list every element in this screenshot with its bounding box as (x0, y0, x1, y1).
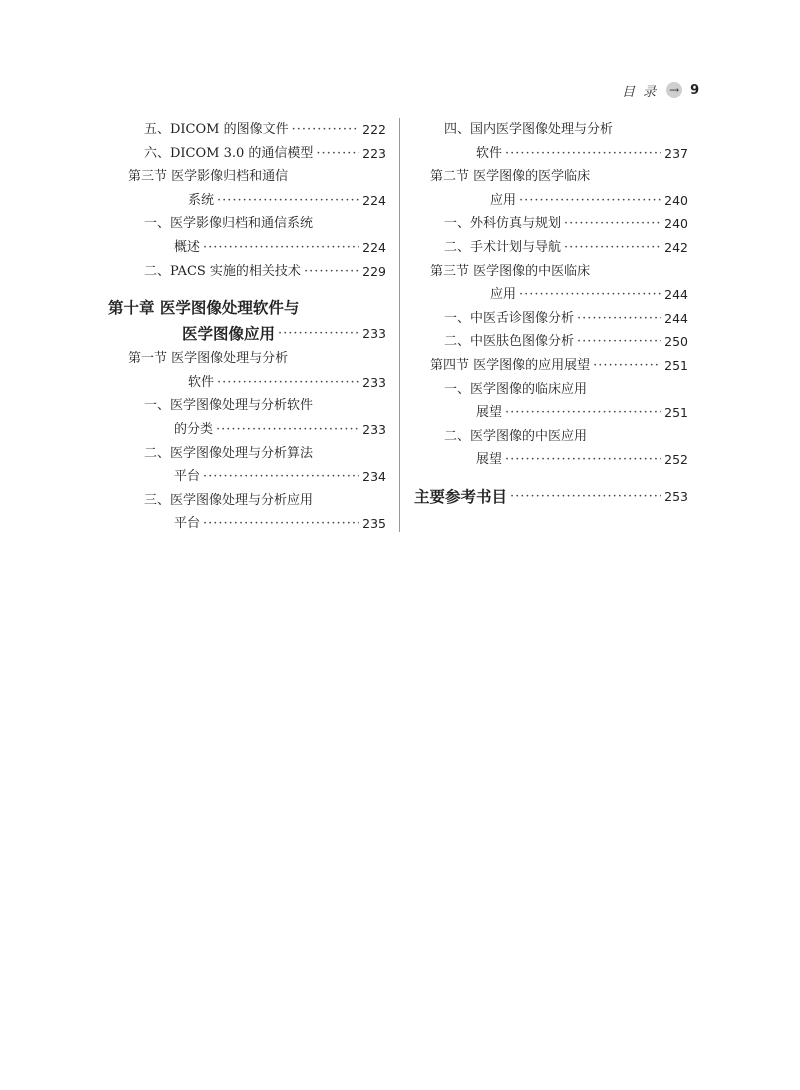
toc-entry-page: 244 (664, 287, 688, 303)
toc-entry-page: 253 (664, 488, 688, 504)
toc-entry[interactable] (414, 401, 688, 425)
toc-entry[interactable] (108, 394, 386, 418)
toc-entry-title: 第十章 医学图像处理软件与 (108, 299, 300, 318)
leader-dots (505, 448, 661, 472)
toc-column-right (414, 118, 688, 510)
toc-chapter-entry[interactable] (414, 484, 688, 510)
toc-entry[interactable] (108, 142, 386, 166)
toc-entry-title: 一、医学影像归档和通信系统 (144, 216, 314, 232)
toc-entry[interactable] (108, 465, 386, 489)
toc-entry-title: 二、手术计划与导航 (444, 239, 562, 255)
toc-entry-page: 234 (362, 469, 386, 485)
leader-dots (216, 418, 359, 442)
arrow-icon: → (666, 82, 682, 98)
leader-dots (203, 465, 359, 489)
toc-entry-title: 第一节 医学图像处理与分析 (128, 351, 289, 367)
toc-entry-page: 242 (664, 239, 688, 255)
toc-entry-page: 237 (664, 145, 688, 161)
toc-entry[interactable] (414, 330, 688, 354)
toc-entry-title: 二、PACS 实施的相关技术 (144, 263, 301, 279)
leader-dots (564, 212, 661, 236)
toc-entry[interactable] (414, 142, 688, 166)
leader-dots (577, 330, 661, 354)
toc-entry-title: 第二节 医学图像的医学临床 (430, 169, 591, 185)
leader-dots (203, 512, 359, 536)
toc-entry-title: 概述 (174, 239, 201, 255)
leader-dots (505, 401, 661, 425)
toc-entry[interactable] (108, 260, 386, 284)
toc-entry[interactable] (414, 165, 688, 189)
toc-entry-title: 第三节 医学图像的中医临床 (430, 263, 591, 279)
toc-entry-page: 235 (362, 516, 386, 532)
toc-entry-page: 240 (664, 192, 688, 208)
leader-dots (593, 354, 661, 378)
toc-entry-title: 第四节 医学图像的应用展望 (430, 357, 591, 373)
toc-entry[interactable] (414, 378, 688, 402)
toc-entry-title: 四、国内医学图像处理与分析 (444, 122, 614, 137)
toc-entry-title: 一、中医舌诊图像分析 (444, 310, 575, 326)
leader-dots (577, 307, 661, 331)
toc-entry[interactable] (108, 418, 386, 442)
toc-entry-title: 二、中医肤色图像分析 (444, 334, 575, 350)
toc-entry-page: 251 (664, 405, 688, 421)
leader-dots (304, 260, 359, 284)
toc-entry[interactable] (108, 189, 386, 213)
toc-entry-title: 二、医学图像的中医应用 (444, 428, 588, 444)
leader-dots (292, 118, 360, 142)
leader-dots (519, 283, 661, 307)
toc-entry[interactable] (414, 425, 688, 449)
toc-entry-page: 251 (664, 357, 688, 373)
toc-entry-page: 229 (362, 263, 386, 279)
toc-entry[interactable] (414, 260, 688, 284)
toc-entry[interactable] (414, 307, 688, 331)
toc-entry[interactable] (108, 118, 386, 142)
toc-entry-title: 主要参考书目 (414, 487, 508, 506)
toc-entry-title: 展望 (476, 452, 503, 468)
section-title: 目 录 (622, 84, 659, 100)
leader-dots (564, 236, 661, 260)
leader-dots (519, 189, 661, 213)
toc-entry-title: 软件 (188, 374, 215, 390)
page-number: 9 (690, 82, 700, 98)
toc-entry-page: 244 (664, 310, 688, 326)
toc-entry-title: 平台 (174, 469, 201, 485)
toc-entry-page: 222 (362, 122, 386, 137)
toc-entry-title: 应用 (490, 192, 517, 208)
leader-dots (217, 371, 359, 395)
leader-dots (278, 321, 359, 347)
toc-entry-page: 223 (362, 145, 386, 161)
toc-entry-page: 240 (664, 216, 688, 232)
toc-entry[interactable] (414, 212, 688, 236)
toc-entry[interactable] (414, 283, 688, 307)
toc-chapter-entry[interactable] (108, 295, 386, 321)
toc-entry-page: 233 (362, 374, 386, 390)
toc-entry-title: 一、医学图像处理与分析软件 (144, 398, 314, 414)
column-divider (399, 118, 400, 532)
toc-entry-title: 平台 (174, 516, 201, 532)
toc-entry[interactable] (108, 371, 386, 395)
toc-entry-title: 五、DICOM 的图像文件 (144, 122, 289, 137)
toc-entry[interactable] (108, 512, 386, 536)
toc-entry-title: 一、医学图像的临床应用 (444, 381, 588, 397)
toc-entry[interactable] (108, 236, 386, 260)
leader-dots (505, 142, 661, 166)
toc-entry-page: 233 (362, 421, 386, 437)
toc-entry-page: 252 (664, 452, 688, 468)
leader-dots (316, 142, 359, 166)
toc-entry[interactable] (108, 347, 386, 371)
toc-entry-page: 224 (362, 239, 386, 255)
toc-entry-title: 展望 (476, 405, 503, 421)
spacer (108, 283, 386, 295)
toc-entry[interactable] (414, 448, 688, 472)
toc-entry[interactable] (414, 189, 688, 213)
toc-entry-title: 第三节 医学影像归档和通信 (128, 169, 289, 185)
toc-entry[interactable] (414, 236, 688, 260)
toc-entry-page: 233 (362, 326, 386, 342)
leader-dots (203, 236, 359, 260)
leader-dots (510, 484, 661, 510)
spacer (414, 472, 688, 484)
toc-entry-title: 的分类 (174, 421, 214, 437)
toc-entry-page: 250 (664, 334, 688, 350)
toc-entry[interactable] (414, 354, 688, 378)
toc-entry[interactable] (108, 212, 386, 236)
toc-entry[interactable] (108, 442, 386, 466)
toc-entry-page: 224 (362, 192, 386, 208)
toc-entry-title: 二、医学图像处理与分析算法 (144, 445, 314, 461)
toc-entry-title: 应用 (490, 287, 517, 303)
leader-dots (217, 189, 359, 213)
toc-entry-title: 一、外科仿真与规划 (444, 216, 562, 232)
toc-chapter-entry[interactable] (108, 321, 386, 347)
toc-entry-title: 医学图像应用 (182, 325, 276, 344)
toc-entry-title: 三、医学图像处理与分析应用 (144, 492, 314, 508)
toc-entry-title: 软件 (476, 145, 503, 161)
toc-column-left (108, 118, 386, 536)
toc-entry-title: 六、DICOM 3.0 的通信模型 (144, 145, 314, 161)
toc-entry[interactable] (414, 118, 688, 142)
page-header (622, 80, 699, 100)
toc-entry[interactable] (108, 165, 386, 189)
toc-entry[interactable] (108, 489, 386, 513)
toc-entry-title: 系统 (188, 192, 215, 208)
